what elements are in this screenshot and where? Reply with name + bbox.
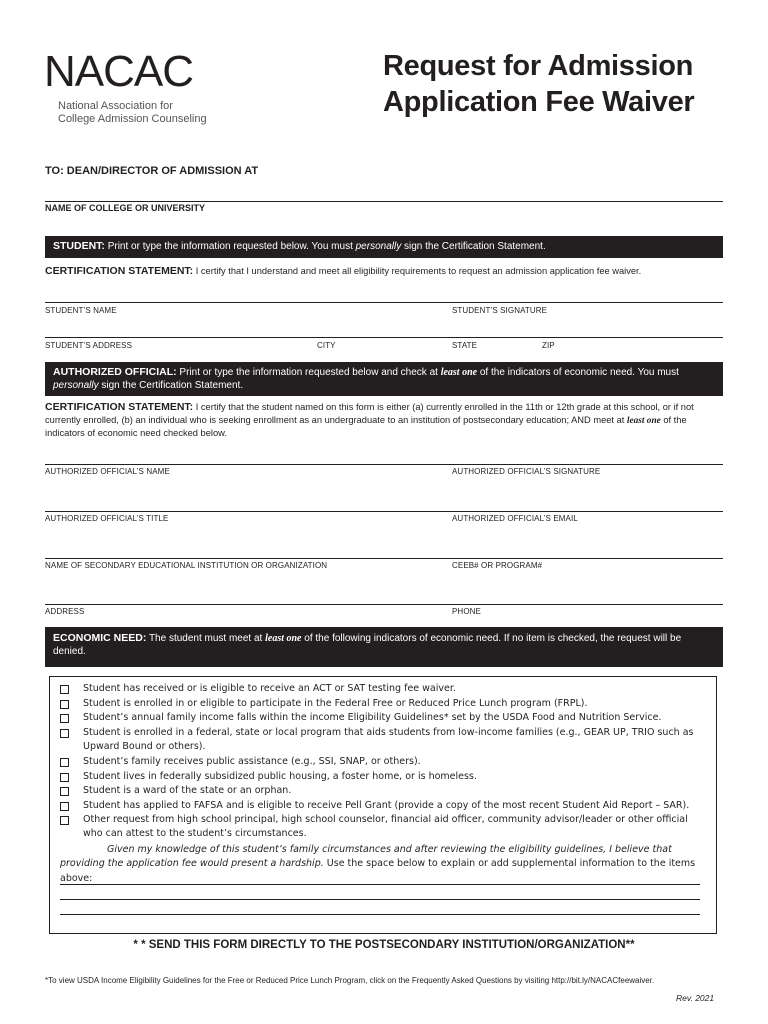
checkbox[interactable] <box>60 773 69 782</box>
official-cert-emph: least one <box>626 415 661 426</box>
economic-need-bar <box>45 627 723 667</box>
official-signature-label: AUTHORIZED OFFICIAL’S SIGNATURE <box>452 467 601 476</box>
checkbox[interactable] <box>60 816 69 825</box>
official-bar-emph: least one <box>440 367 478 378</box>
checkbox[interactable] <box>60 685 69 694</box>
college-field-line[interactable] <box>45 201 723 202</box>
official-cert-text-b: of the indicators of economic need checked below. <box>45 414 687 438</box>
indicator-item[interactable] <box>60 755 700 769</box>
zip-label: ZIP <box>542 341 555 350</box>
explanation-line[interactable] <box>60 884 700 885</box>
checkbox[interactable] <box>60 758 69 767</box>
official-cert-heading: CERTIFICATION STATEMENT: <box>45 401 194 413</box>
official-name-label: AUTHORIZED OFFICIAL’S NAME <box>45 467 170 476</box>
logo-subtitle-line-2: College Admission Counseling <box>58 113 207 125</box>
indicator-item[interactable] <box>60 711 700 725</box>
student-bar-text-b: sign the Certification Statement. <box>401 241 546 252</box>
explanation-line[interactable] <box>60 899 700 900</box>
student-name-label: STUDENT’S NAME <box>45 306 117 315</box>
student-address-line[interactable] <box>45 337 723 338</box>
title-line-2: Application Fee Waiver <box>383 86 695 118</box>
official-cert-text-a: I certify that the student named on this form is either (a) currently enrolled in the 11th or 12th grade at this school, or if not currently enrolled, (b) an individual who is seeking enrollment as an undergraduate to an institution of postsecondary education; AND meet at <box>45 402 694 425</box>
student-cert-heading: CERTIFICATION STATEMENT: <box>45 265 194 277</box>
indicator-label: Student lives in federally subsidized public housing, a foster home, or is homeless. <box>83 770 477 782</box>
student-signature-label: STUDENT’S SIGNATURE <box>452 306 548 315</box>
checkbox[interactable] <box>60 802 69 811</box>
phone-label: PHONE <box>452 607 481 616</box>
footnote: *To view USDA Income Eligibility Guidelines for the Free or Reduced Price Lunch Program, click on the Frequently Asked Questions by visiting http://bit.ly/NACACfeewaiver. <box>45 976 655 985</box>
student-address-label: STUDENT’S ADDRESS <box>45 341 133 350</box>
indicator-label: Student is enrolled in or eligible to participate in the Federal Free or Reduced Price Lunch program (FRPL). <box>83 697 588 709</box>
checkbox[interactable] <box>60 700 69 709</box>
checkbox[interactable] <box>60 714 69 723</box>
hardship-italic: Given my knowledge of this student’s family circumstances and after reviewing the eligibility guidelines, I believe that providing the application fee would present a hardship. <box>60 844 672 870</box>
economic-indicators-box <box>49 676 717 934</box>
official-bar-emph2: personally <box>53 380 99 391</box>
official-title-label: AUTHORIZED OFFICIAL’S TITLE <box>45 514 169 523</box>
send-instruction: * * SEND THIS FORM DIRECTLY TO THE POSTSECONDARY INSTITUTION/ORGANIZATION** <box>133 939 635 951</box>
student-section-bar <box>45 236 723 258</box>
checkbox[interactable] <box>60 729 69 738</box>
indicator-item[interactable] <box>60 770 700 784</box>
indicator-item[interactable] <box>60 682 700 696</box>
official-certification <box>45 401 715 440</box>
checkbox[interactable] <box>60 787 69 796</box>
econ-bar-text-a: The student must meet at <box>146 633 266 644</box>
official-bar-text-c: sign the Certification Statement. <box>98 380 244 391</box>
hardship-statement <box>60 843 700 886</box>
indicator-label: Student’s family receives public assistance (e.g., SSI, SNAP, or others). <box>83 756 421 767</box>
indicator-item[interactable] <box>60 813 700 842</box>
indicator-label: Student is enrolled in a federal, state or local program that aids students from low-income families (e.g., GEAR UP, TRIO such as Upward Bound or others). <box>83 726 694 752</box>
hardship-plain: Use the space below to explain or add supplemental information to the items above: <box>60 858 696 884</box>
title-line-1: Request for Admission <box>383 50 694 82</box>
indicator-item[interactable] <box>60 784 700 798</box>
indicator-item[interactable] <box>60 799 700 813</box>
state-label: STATE <box>452 341 478 350</box>
ceeb-label: CEEB# OR PROGRAM# <box>452 561 543 570</box>
student-bar-emph: personally <box>355 241 402 252</box>
city-label: CITY <box>317 341 336 350</box>
econ-bar-text-b: of the following indicators of economic need. If no item is checked, the request will be denied. <box>53 633 682 657</box>
official-title-line[interactable] <box>45 511 723 512</box>
student-bar-text-a: Print or type the information requested below. You must <box>104 241 356 252</box>
indicator-label: Student has received or is eligible to receive an ACT or SAT testing fee waiver. <box>83 683 456 694</box>
to-line: TO: DEAN/DIRECTOR OF ADMISSION AT <box>45 165 259 177</box>
student-heading: STUDENT: <box>53 240 105 252</box>
college-label: NAME OF COLLEGE OR UNIVERSITY <box>45 203 206 213</box>
official-address-line[interactable] <box>45 604 723 605</box>
indicator-label: Other request from high school principal, high school counselor, financial aid officer, community advisor/leader or other official who can attest to the student’s circumstances. <box>83 814 688 840</box>
logo-subtitle <box>44 100 234 126</box>
explanation-line[interactable] <box>60 914 700 915</box>
institution-label: NAME OF SECONDARY EDUCATIONAL INSTITUTION OR ORGANIZATION <box>45 561 328 570</box>
revision-date: Rev. 2021 <box>676 993 715 1003</box>
econ-heading: ECONOMIC NEED: <box>53 632 147 644</box>
indicator-item[interactable] <box>60 726 700 755</box>
indicator-item[interactable] <box>60 697 700 711</box>
nacac-logo <box>44 47 234 126</box>
official-section-bar <box>45 362 723 396</box>
logo-wordmark: NACAC <box>44 47 194 96</box>
student-name-line[interactable] <box>45 302 723 303</box>
indicator-label: Student is a ward of the state or an orphan. <box>83 785 292 796</box>
official-name-line[interactable] <box>45 464 723 465</box>
official-address-label: ADDRESS <box>45 607 85 616</box>
student-certification <box>45 265 725 278</box>
official-heading: AUTHORIZED OFFICIAL: <box>53 366 177 378</box>
official-bar-text-b: of the indicators of economic need. You must <box>477 367 679 378</box>
logo-subtitle-line-1: National Association for <box>58 100 173 112</box>
institution-line[interactable] <box>45 558 723 559</box>
indicator-label: Student’s annual family income falls within the income Eligibility Guidelines* set by the USDA Food and Nutrition Service. <box>83 712 662 723</box>
page-title <box>383 48 694 120</box>
official-email-label: AUTHORIZED OFFICIAL’S EMAIL <box>452 514 578 523</box>
indicator-label: Student has applied to FAFSA and is eligible to receive Pell Grant (provide a copy of the most recent Student Aid Report – SAR). <box>83 799 690 811</box>
official-bar-text-a: Print or type the information requested below and check at <box>176 367 441 378</box>
student-cert-text: I certify that I understand and meet all eligibility requirements to request an admission application fee waiver. <box>193 266 642 276</box>
econ-bar-emph: least one <box>265 633 302 644</box>
